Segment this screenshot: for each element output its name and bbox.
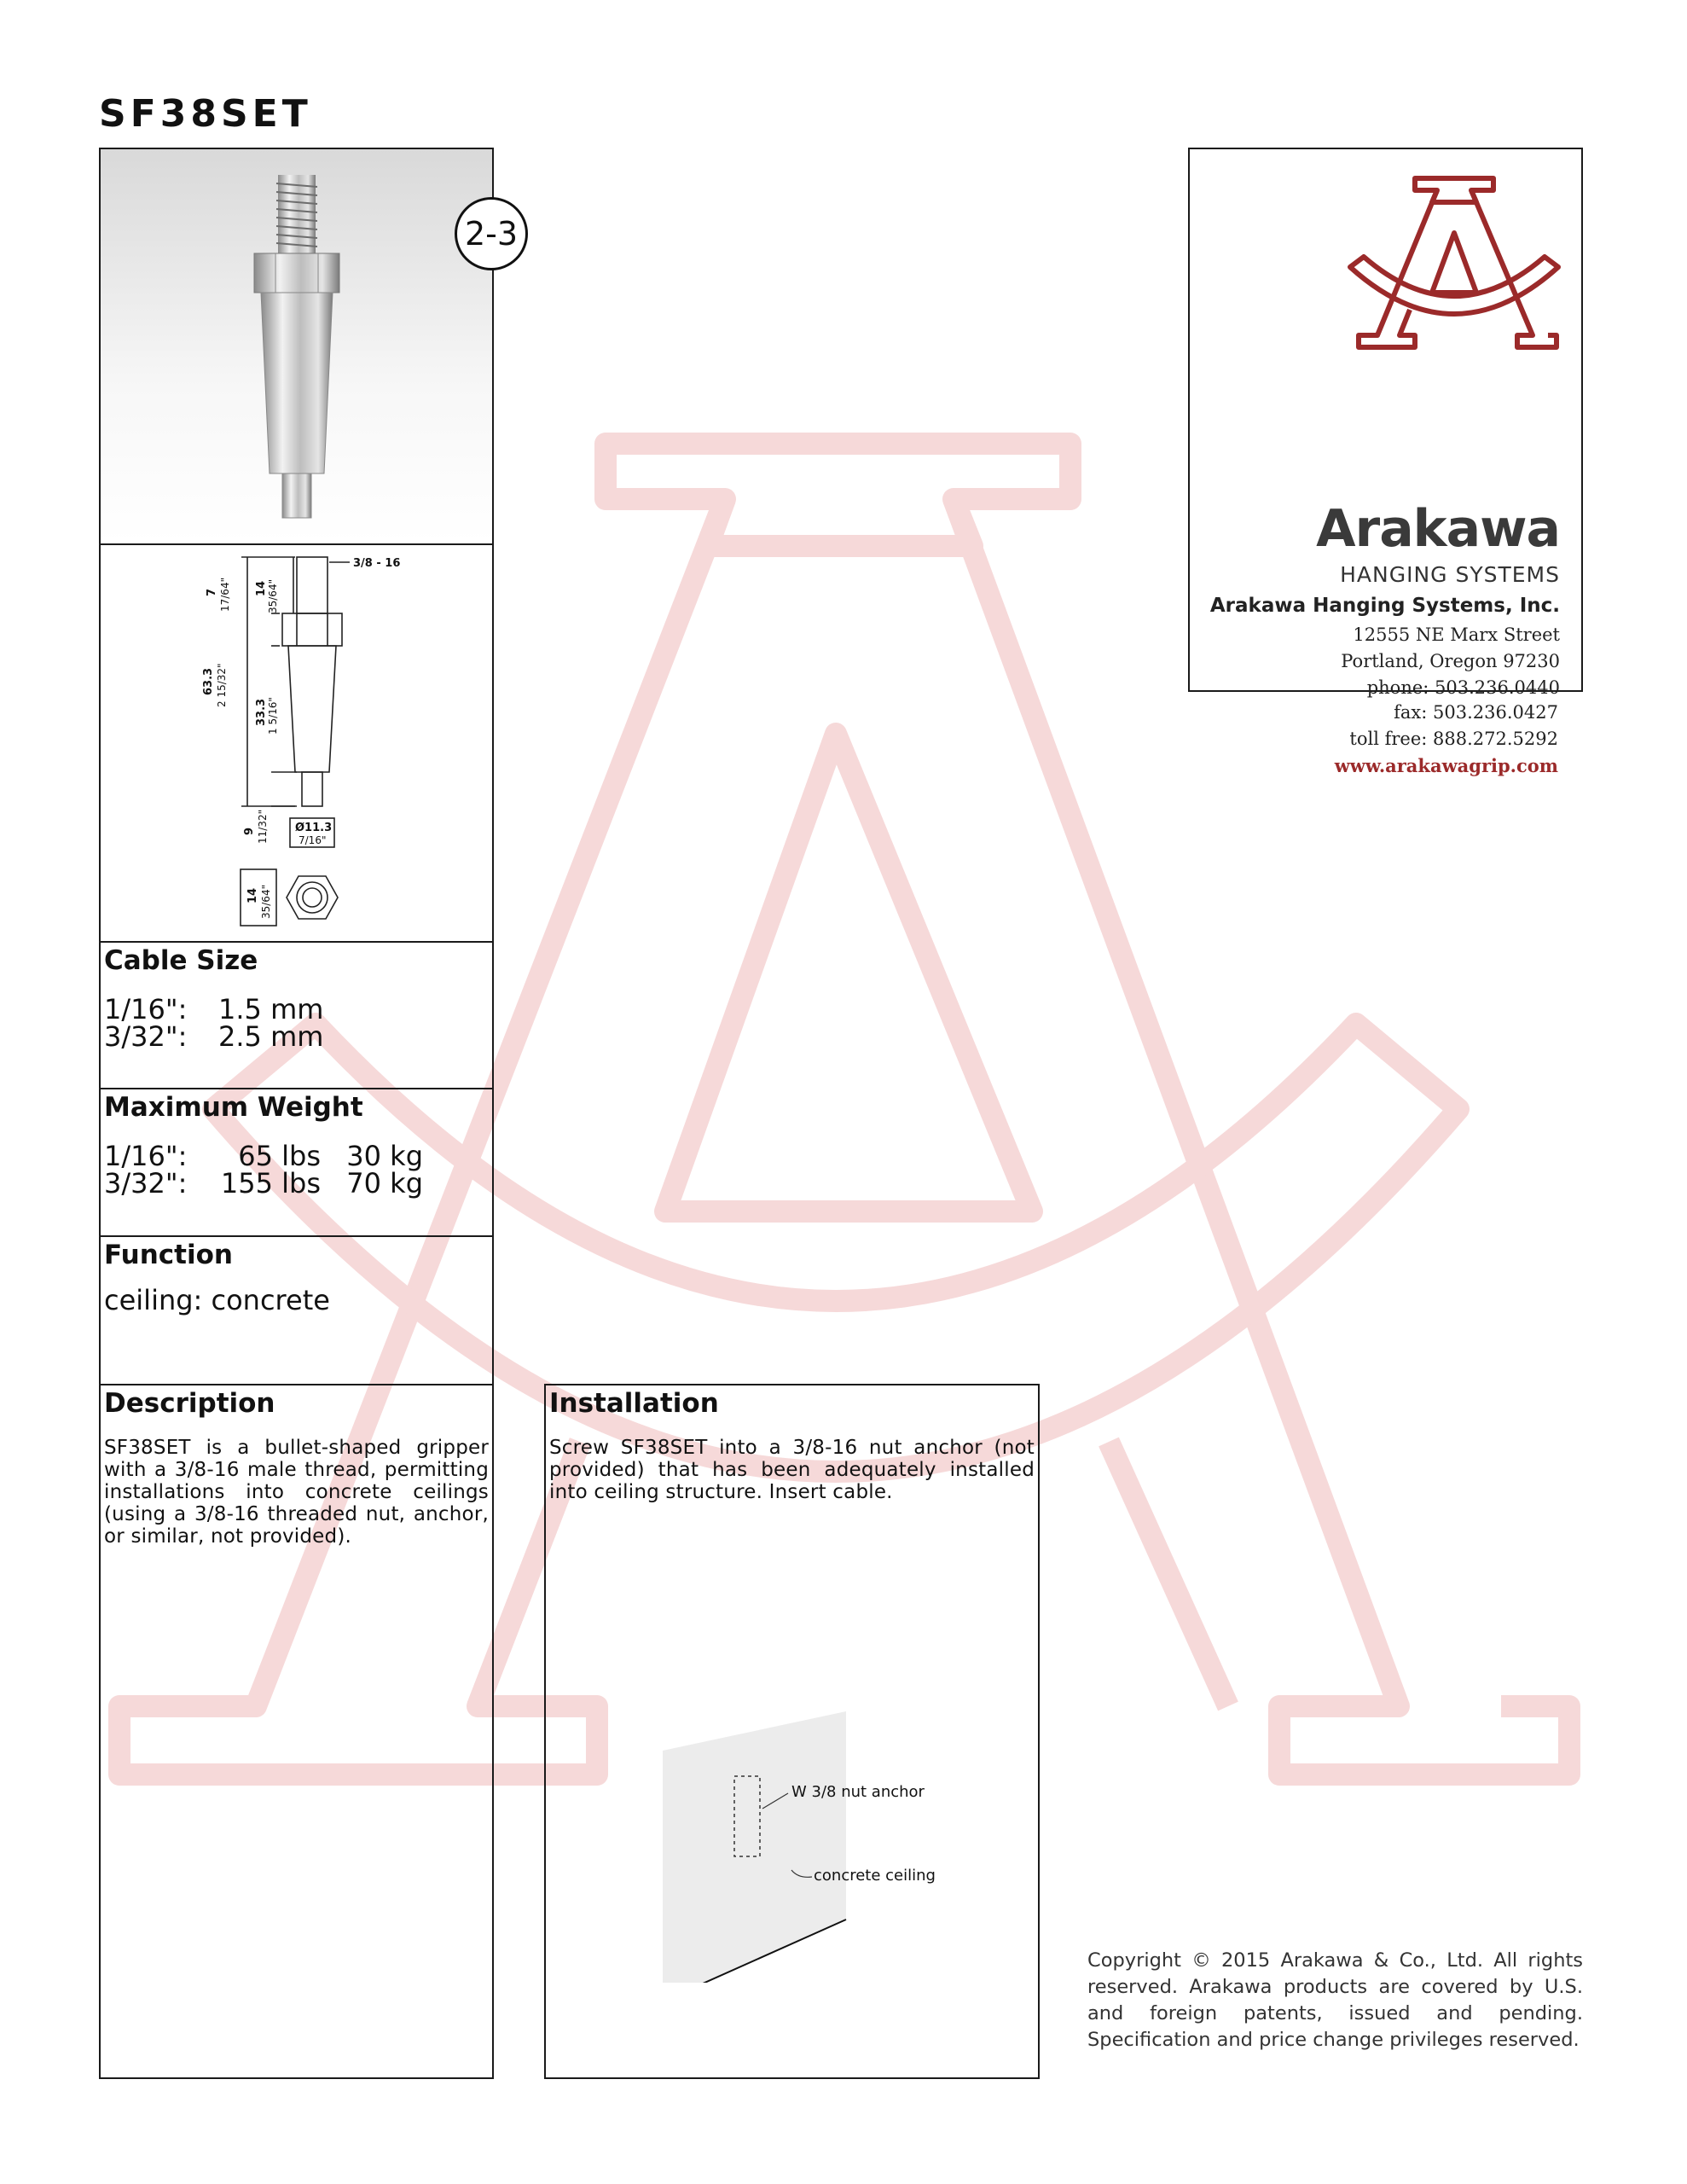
max-weight-section xyxy=(99,1088,494,1235)
page-badge: 2-3 xyxy=(455,197,528,270)
dim-body-mm: 33.3 xyxy=(255,698,268,726)
dim-hex-mm: 14 xyxy=(246,887,259,903)
max-weight-size: 1/16": xyxy=(104,1140,188,1172)
cable-size-section xyxy=(99,941,494,1088)
description-text: SF38SET is a bullet-shaped gripper with a 3/8-16 male thread, permitting installations into concrete ceilings (using a 3/8-16 threaded nut, anchor, or similar, not provided). xyxy=(104,1437,489,1548)
cable-size-label: 3/32": xyxy=(104,1020,188,1053)
installation-heading: Installation xyxy=(549,1388,719,1419)
max-weight-lbs: 155 lbs xyxy=(220,1167,321,1199)
description-heading: Description xyxy=(104,1388,275,1419)
cable-size-row xyxy=(104,1020,489,1053)
max-weight-lbs: 65 lbs xyxy=(238,1140,321,1172)
dim-body-in: 1 5/16" xyxy=(267,697,279,735)
product-photo xyxy=(99,148,494,543)
description-section xyxy=(99,1384,494,2079)
dim-hex-in: 35/64" xyxy=(260,884,272,919)
function-section xyxy=(99,1235,494,1384)
technical-drawing xyxy=(99,543,494,941)
max-weight-size: 3/32": xyxy=(104,1167,188,1199)
cable-size-row xyxy=(104,993,489,1025)
company-street: 12555 NE Marx Street xyxy=(1353,624,1560,645)
company-phone: phone: 503.236.0440 xyxy=(1366,677,1560,698)
max-weight-kg: 30 kg xyxy=(346,1140,423,1172)
max-weight-row xyxy=(104,1142,489,1170)
installation-diagram xyxy=(549,1590,1035,1983)
company-website-link[interactable]: www.arakawagrip.com xyxy=(1334,755,1558,776)
dim-dia-in: 7/16" xyxy=(299,834,327,846)
dim-dia-mm: Ø11.3 xyxy=(295,822,333,834)
max-weight-kg: 70 kg xyxy=(346,1167,423,1199)
thread-dim: 3/8 - 16 xyxy=(353,557,401,570)
dim-tip-in: 11/32" xyxy=(257,809,269,844)
anchor-label: W 3/8 nut anchor xyxy=(791,1783,925,1801)
dim-total-in: 2 15/32" xyxy=(216,663,228,707)
arakawa-logo xyxy=(1343,173,1565,361)
cable-size-label: 1/16": xyxy=(104,993,188,1025)
max-weight-heading: Maximum Weight xyxy=(104,1092,363,1123)
dimension-drawing xyxy=(101,545,492,943)
max-weight-row xyxy=(104,1167,489,1199)
company-fax: fax: 503.236.0427 xyxy=(1394,702,1558,723)
dim-total-mm: 63.3 xyxy=(202,667,215,695)
dim-tip-mm: 9 xyxy=(243,827,256,835)
dim-head-in: 35/64" xyxy=(267,578,279,613)
cable-size-value: 1.5 mm xyxy=(218,993,324,1025)
page-title: SF38SET xyxy=(99,92,312,136)
installation-section xyxy=(544,1384,1040,2079)
brand-name: Arakawa xyxy=(1316,499,1560,559)
dim-top-mm: 7 xyxy=(206,588,218,596)
dim-head-mm: 14 xyxy=(255,580,268,596)
cable-size-value: 2.5 mm xyxy=(218,1020,324,1053)
dim-top-in: 17/64" xyxy=(219,577,231,612)
function-text: ceiling: concrete xyxy=(104,1284,330,1316)
brand-tagline: HANGING SYSTEMS xyxy=(1340,562,1560,587)
company-card xyxy=(1188,148,1583,698)
ceiling-label: concrete ceiling xyxy=(814,1867,936,1885)
cable-size-heading: Cable Size xyxy=(104,945,258,976)
gripper-photo-illustration xyxy=(101,149,492,543)
function-heading: Function xyxy=(104,1240,233,1270)
company-name: Arakawa Hanging Systems, Inc. xyxy=(1209,595,1560,617)
copyright-notice: Copyright © 2015 Arakawa & Co., Ltd. All rights reserved. Arakawa products are covered by U.S. and foreign patents, issued and pending. Specification and price change privileges reserved. xyxy=(1087,1949,1583,2051)
company-city: Portland, Oregon 97230 xyxy=(1341,651,1560,671)
company-tollfree: toll free: 888.272.5292 xyxy=(1349,729,1558,749)
installation-text: Screw SF38SET into a 3/8-16 nut anchor (not provided) that has been adequately installed into ceiling structure. Insert cable. xyxy=(549,1437,1035,1503)
